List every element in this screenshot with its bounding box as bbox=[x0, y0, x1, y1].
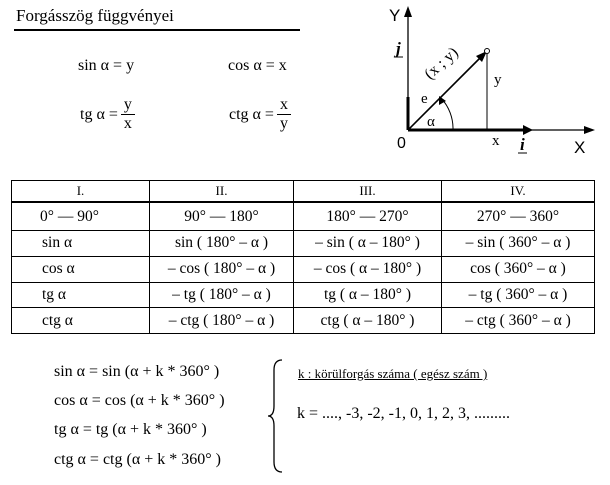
point-coordinates-label: (x ; y) bbox=[421, 44, 462, 83]
e-vector-label: e bbox=[421, 91, 428, 107]
table-cell: ctg ( α – 180° ) bbox=[294, 308, 442, 334]
table-cell: tg ( α – 180° ) bbox=[294, 282, 442, 308]
sin-definition: sin α = y bbox=[78, 57, 135, 74]
table-header-row bbox=[12, 181, 595, 203]
table-cell: cos α bbox=[12, 256, 150, 282]
table-cell: tg α bbox=[12, 282, 150, 308]
origin-label: 0 bbox=[397, 135, 406, 152]
table-cell: – ctg ( 180° – α ) bbox=[150, 308, 294, 334]
table-cell: – ctg ( 360° – α ) bbox=[442, 308, 595, 334]
quadrant-header: IV. bbox=[442, 181, 595, 203]
x-axis-label: X bbox=[574, 138, 586, 157]
curly-brace bbox=[268, 358, 290, 474]
table-cell: sin α bbox=[12, 231, 150, 257]
table-row bbox=[12, 308, 595, 334]
x-projection-label: x bbox=[492, 133, 500, 149]
k-values: k = ...., -3, -2, -1, 0, 1, 2, 3, ......... bbox=[297, 405, 511, 422]
unit-vector-diagram bbox=[375, 2, 605, 157]
quadrant-header: I. bbox=[12, 181, 150, 203]
ctg-definition bbox=[229, 96, 291, 133]
table-cell: – cos ( 180° – α ) bbox=[150, 256, 294, 282]
ctg-lhs: ctg α = bbox=[229, 105, 274, 123]
title-underline bbox=[14, 29, 300, 31]
range-cell: 180° — 270° bbox=[294, 202, 442, 231]
k-note: k : körülforgás száma ( egész szám ) bbox=[298, 366, 488, 381]
y-axis-label: Y bbox=[389, 6, 401, 25]
quadrant-header: III. bbox=[294, 181, 442, 203]
quadrant-header: II. bbox=[150, 181, 294, 203]
unit-j-label: j bbox=[396, 39, 401, 58]
table-cell: – sin ( α – 180° ) bbox=[294, 231, 442, 257]
table-cell: cos ( 360° – α ) bbox=[442, 256, 595, 282]
table-cell: – cos ( α – 180° ) bbox=[294, 256, 442, 282]
quadrant-reduction-table bbox=[11, 180, 595, 334]
y-projection-label: y bbox=[494, 72, 502, 88]
alpha-label: α bbox=[427, 114, 435, 130]
range-cell: 90° — 180° bbox=[150, 202, 294, 231]
ctg-numerator: x bbox=[279, 96, 288, 113]
page-title: Forgásszög függvényei bbox=[16, 6, 174, 25]
cos-definition: cos α = x bbox=[228, 57, 287, 74]
table-cell: ctg α bbox=[12, 308, 150, 334]
unit-i-arrow bbox=[523, 125, 533, 135]
table-cell: – tg ( 180° – α ) bbox=[150, 282, 294, 308]
table-row bbox=[12, 256, 595, 282]
ctg-denominator: y bbox=[277, 114, 291, 133]
tg-denominator: x bbox=[121, 114, 135, 133]
unit-i-label: i bbox=[520, 135, 525, 154]
y-axis-arrow bbox=[404, 6, 412, 17]
table-cell: – sin ( 360° – α ) bbox=[442, 231, 595, 257]
point-marker bbox=[485, 49, 490, 54]
tg-fraction bbox=[121, 96, 135, 133]
table-row bbox=[12, 231, 595, 257]
periodicity-formula-tg: tg α = tg (α + k * 360° ) bbox=[54, 421, 207, 438]
range-cell: 0° — 90° bbox=[12, 202, 150, 231]
ctg-fraction bbox=[277, 96, 291, 133]
table-cell: sin ( 180° – α ) bbox=[150, 231, 294, 257]
tg-definition bbox=[80, 96, 135, 133]
periodicity-formula-ctg: ctg α = ctg (α + k * 360° ) bbox=[54, 451, 221, 468]
tg-numerator: y bbox=[123, 96, 132, 113]
periodicity-formula-cos: cos α = cos (α + k * 360° ) bbox=[54, 392, 225, 409]
table-row bbox=[12, 282, 595, 308]
range-cell: 270° — 360° bbox=[442, 202, 595, 231]
x-axis-arrow bbox=[584, 126, 595, 134]
tg-lhs: tg α = bbox=[80, 105, 118, 123]
table-cell: – tg ( 360° – α ) bbox=[442, 282, 595, 308]
periodicity-formula-sin: sin α = sin (α + k * 360° ) bbox=[54, 363, 220, 380]
table-row-range bbox=[12, 202, 595, 231]
